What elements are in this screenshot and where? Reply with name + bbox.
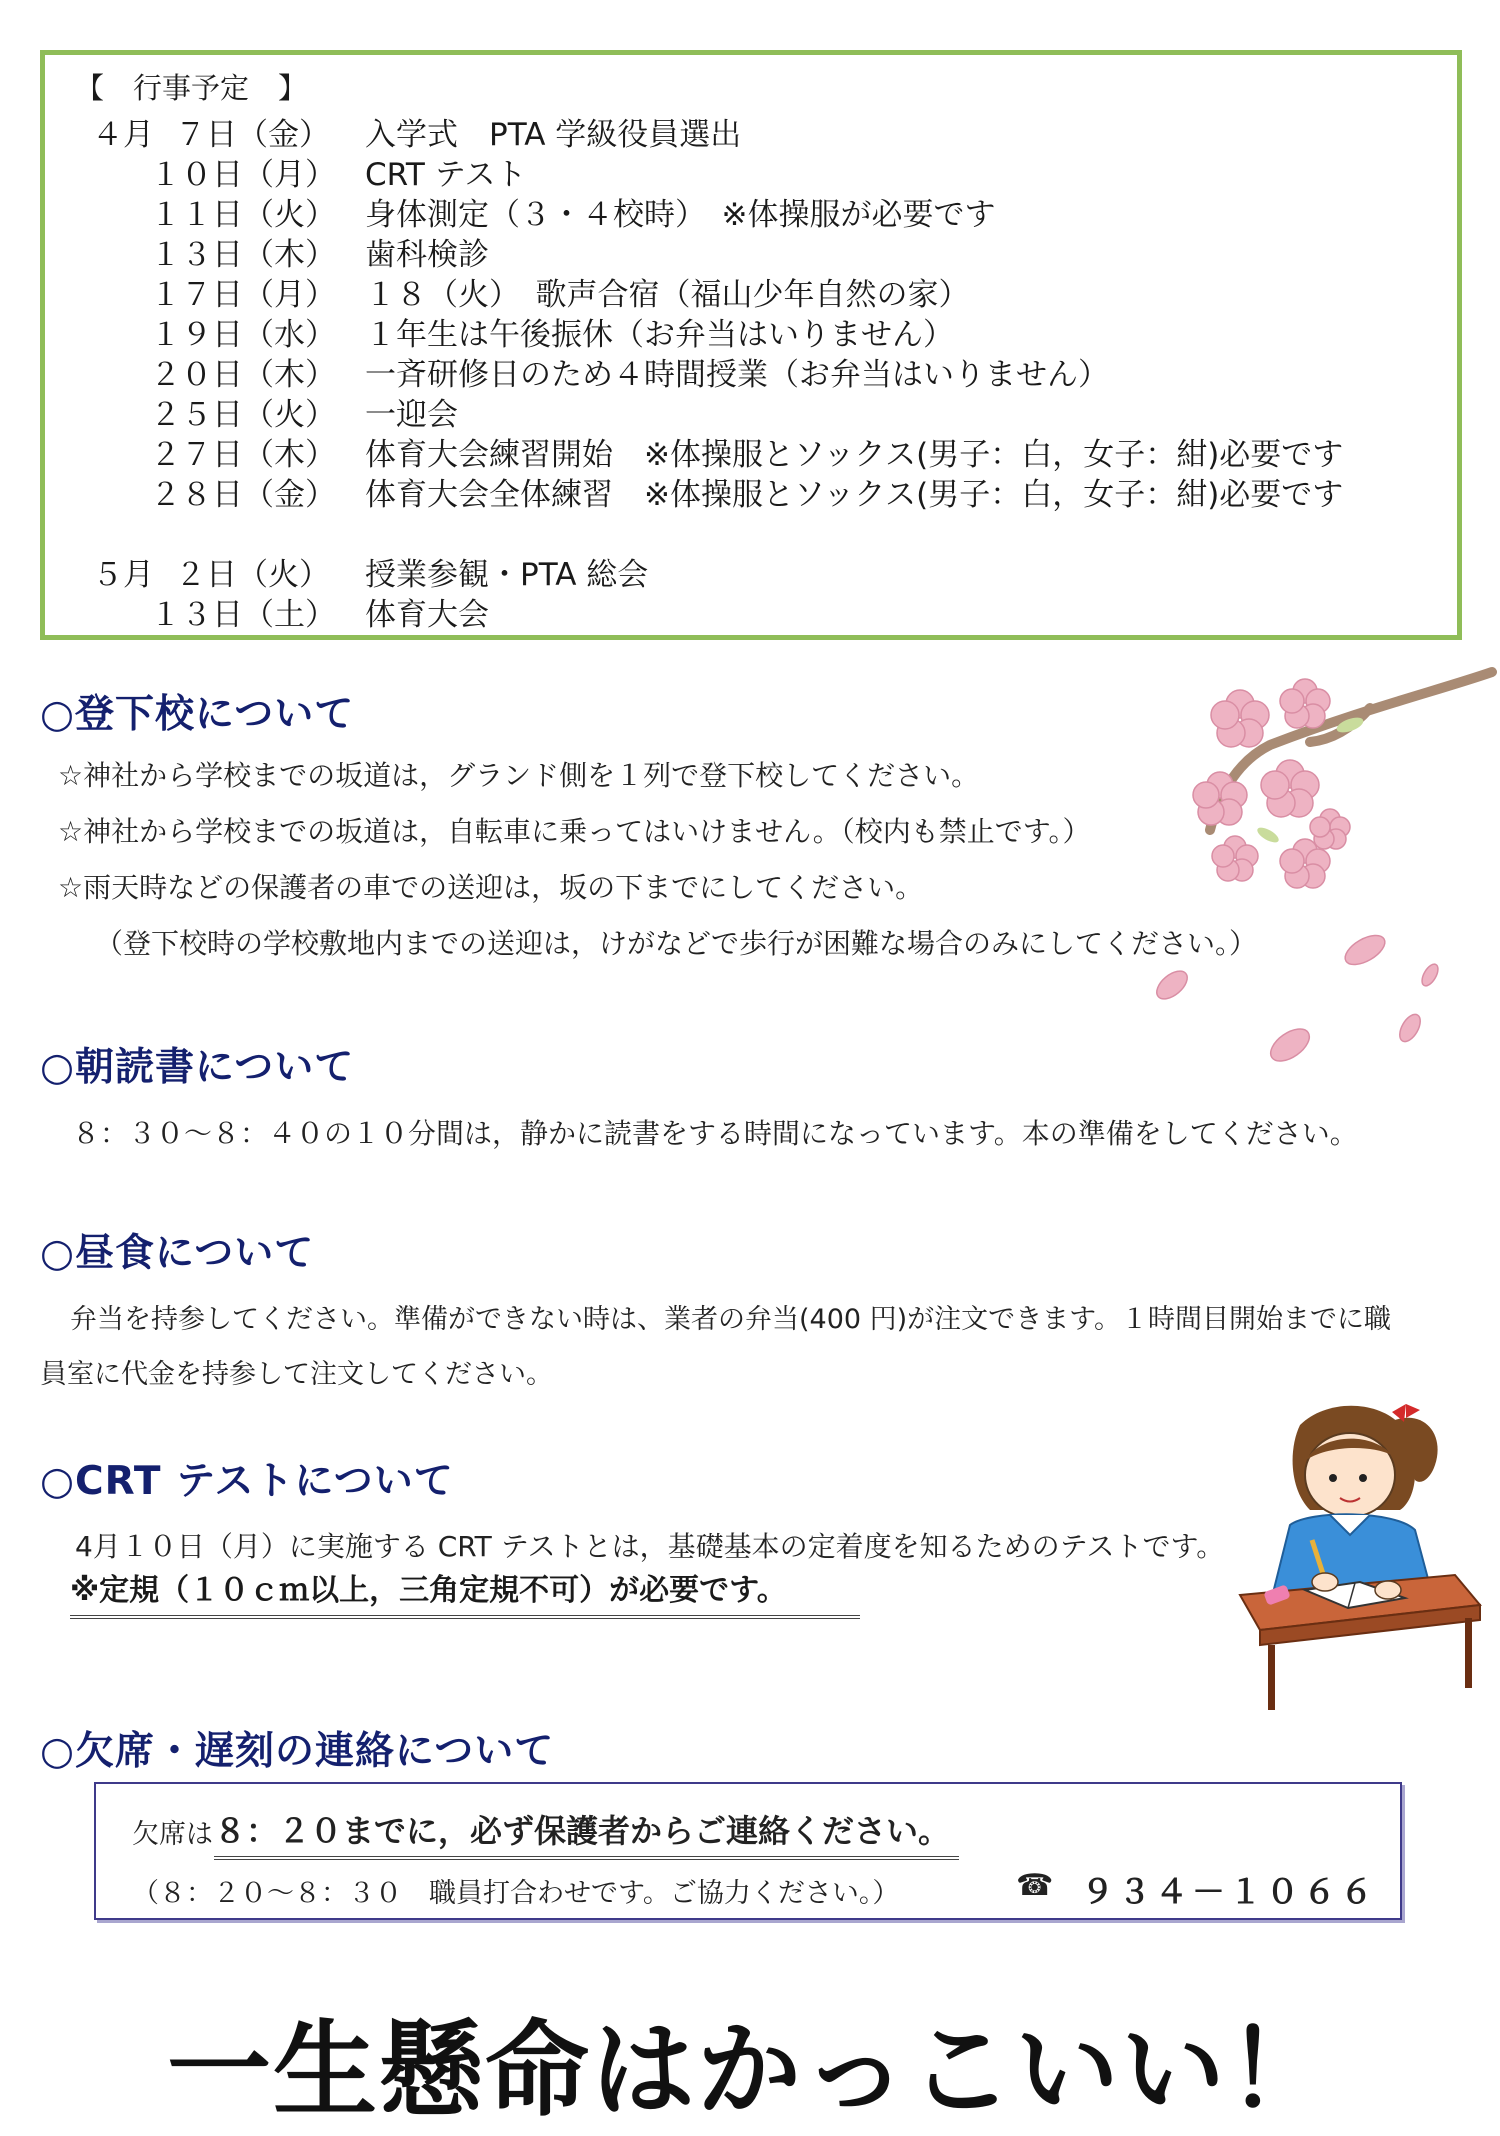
schedule-row [0,109,1400,153]
phone-number: ９３４－１０６６ [1081,1872,1377,1911]
schedule-row [0,189,1400,233]
phone-icon: ☎ [1016,1868,1054,1903]
schedule-row [0,149,1400,193]
schedule-month: ４月 [92,117,154,153]
schedule-date: １１日（火） [150,197,336,233]
schedule-event: 体育大会全体練習 ※体操服とソックス(男子：白，女子：紺)必要です [365,477,1344,513]
student-studying-illustration [1220,1390,1490,1720]
schedule-event: 一迎会 [365,397,458,433]
schedule-row [0,269,1400,313]
lunch-text-2: 員室に代金を持参して注文してください。 [40,1359,553,1390]
absence-label: 欠席は [132,1819,213,1850]
schedule-title: 【 行事予定 】 [75,71,308,105]
schedule-date: ２７日（木） [150,437,336,473]
schedule-row [0,309,1400,353]
schedule-event: 入学式 PTA 学級役員選出 [365,117,742,153]
schedule-month: ５月 [92,557,154,593]
schedule-row [0,469,1400,513]
contact-box [94,1782,1402,1920]
schedule-row [0,589,1400,633]
schedule-date: １７日（月） [150,277,336,313]
schedule-event: 授業参観・PTA 総会 [365,557,649,593]
reading-text: ８：３０～８：４０の１０分間は，静かに読書をする時間になっています。本の準備をしてください。 [72,1117,1358,1150]
schedule-date: １９日（水） [150,317,336,353]
schedule-date: ２日（火） [175,557,330,593]
schedule-date: １３日（木） [150,237,336,273]
schedule-date: ２５日（火） [150,397,336,433]
commute-line-3: ☆雨天時などの保護者の車での送迎は，坂の下までにしてください。 [58,871,924,904]
commute-line-4: （登下校時の学校敷地内までの送迎は，けがなどで歩行が困難な場合のみにしてください。） [95,927,1258,960]
crt-heading: ○CRT テストについて [40,1459,454,1504]
schedule-event: 体育大会練習開始 ※体操服とソックス(男子：白，女子：紺)必要です [365,437,1344,473]
staff-meeting-note: （８：２０～８：３０ 職員打合わせです。ご協力ください。） [132,1878,900,1909]
lunch-text-1: 弁当を持参してください。準備ができない時は、業者の弁当(400 円)が注文できます。１時間目開始までに職 [70,1304,1392,1335]
schedule-event: 一斉研修日のため４時間授業（お弁当はいりません） [365,357,1109,393]
schedule-event: 身体測定（３・４校時） ※体操服が必要です [365,197,996,233]
schedule-date: ７日（金） [175,117,330,153]
schedule-row [0,549,1400,593]
schedule-row [0,389,1400,433]
schedule-date: ２０日（木） [150,357,336,393]
crt-ruler-note: ※定規（１０ｃｍ以上，三角定規不可）が必要です。 [70,1565,860,1619]
schedule-event: 体育大会 [365,597,489,633]
crt-text: 4月１０日（月）に実施する CRT テストとは，基礎基本の定着度を知るためのテストです。 [75,1530,1225,1563]
schedule-date: ２８日（金） [150,477,336,513]
commute-line-1: ☆神社から学校までの坂道は，グランド側を１列で登下校してください。 [58,759,980,792]
schedule-date: １３日（土） [150,597,336,633]
commute-heading: ○登下校について [40,692,355,737]
schedule-event: １年生は午後振休（お弁当はいりません） [365,317,954,353]
absence-heading: ○欠席・遅刻の連絡について [40,1729,555,1774]
schedule-row [0,229,1400,273]
motto-banner: 一生懸命はかっこいい！ [166,2009,1333,2131]
schedule-event: CRT テスト [365,157,527,193]
schedule-date: １０日（月） [150,157,336,193]
cherry-blossom-illustration [1120,650,1500,1100]
lunch-heading: ○昼食について [40,1231,315,1276]
absence-instruction: ８：２０までに，必ず保護者からご連絡ください。 [214,1806,959,1860]
schedule-event: １８（火） 歌声合宿（福山少年自然の家） [365,277,970,313]
schedule-event: 歯科検診 [365,237,489,273]
commute-line-2: ☆神社から学校までの坂道は，自転車に乗ってはいけません。（校内も禁止です。） [58,815,1091,848]
schedule-row [0,429,1400,473]
reading-heading: ○朝読書について [40,1045,355,1090]
schedule-row [0,349,1400,393]
